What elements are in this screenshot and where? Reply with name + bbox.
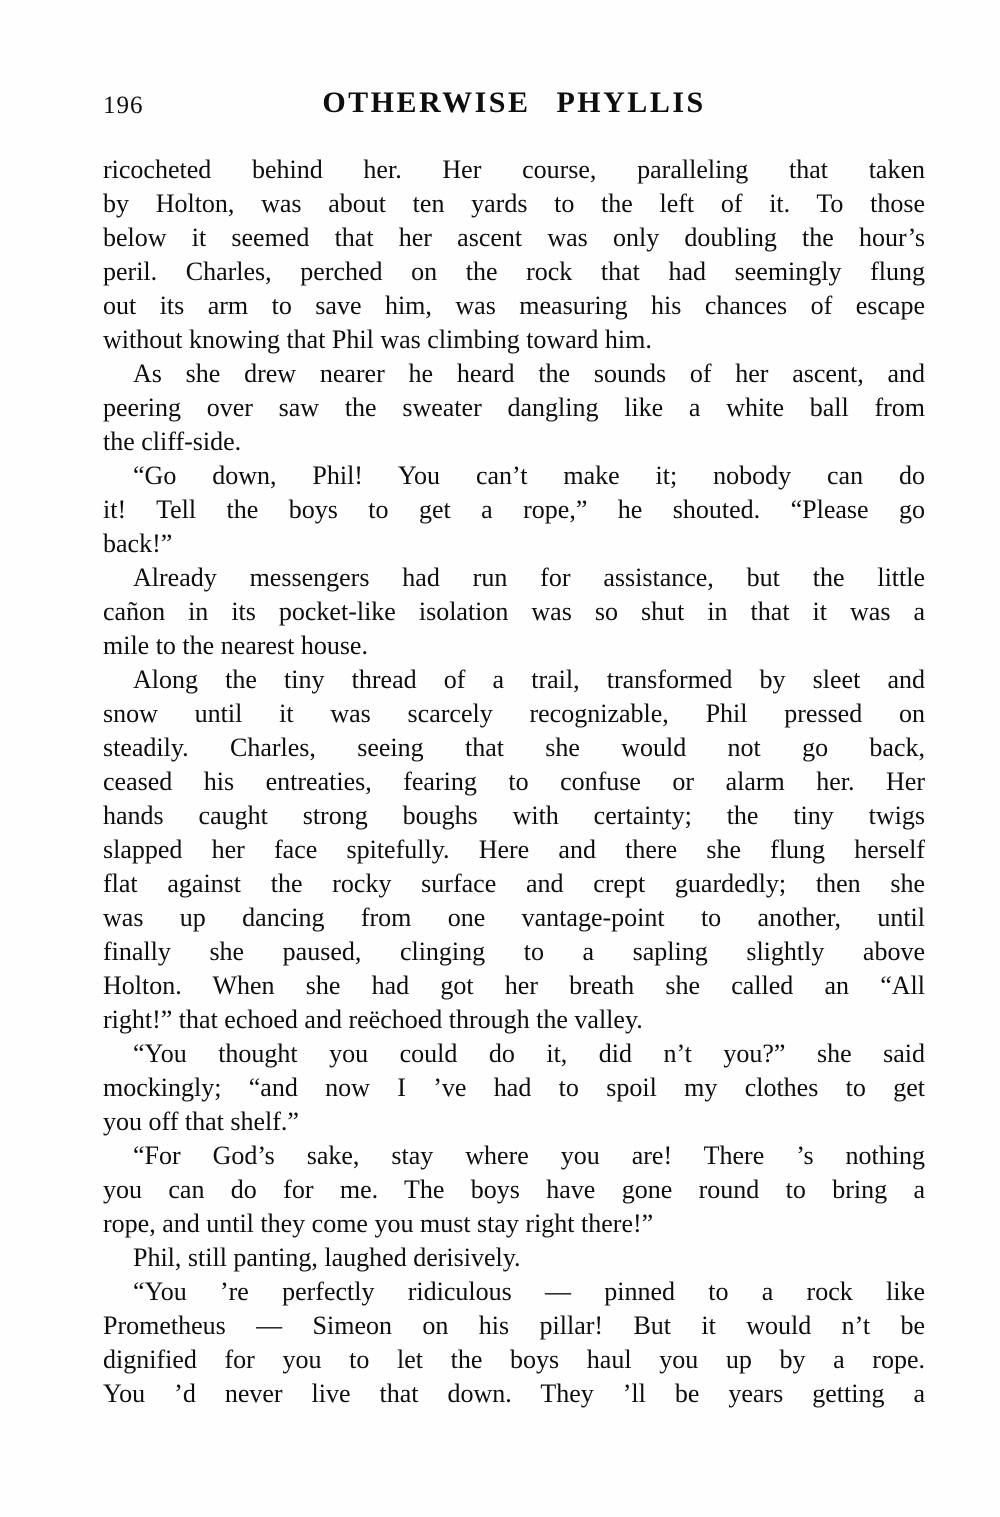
text-line: “You ’re perfectly ridiculous — pinned to a rock like xyxy=(133,1277,925,1306)
text-line: “You thought you could do it, did n’t you?” she said xyxy=(133,1039,925,1068)
paragraph xyxy=(103,663,925,1037)
text-line: hands caught strong boughs with certainty; the tiny twigs xyxy=(103,801,925,830)
text-column xyxy=(103,86,925,1411)
text-line: peril. Charles, perched on the rock that had seemingly flung xyxy=(103,257,925,286)
text-line: “Go down, Phil! You can’t make it; nobody can do xyxy=(133,461,925,490)
text-line: ceased his entreaties, fearing to confuse or alarm her. Her xyxy=(103,767,925,796)
text-line: Already messengers had run for assistance, but the little xyxy=(133,563,925,592)
paragraph xyxy=(103,1139,925,1241)
text-line: rope, and until they come you must stay right there!” xyxy=(103,1209,654,1238)
text-line: back!” xyxy=(103,529,173,558)
paragraph xyxy=(103,1275,925,1411)
text-line: below it seemed that her ascent was only doubling the hour’s xyxy=(103,223,925,252)
text-line: ricocheted behind her. Her course, paralleling that taken xyxy=(103,155,925,184)
text-line: you off that shelf.” xyxy=(103,1107,299,1136)
page-number: 196 xyxy=(103,92,144,119)
text-line: mile to the nearest house. xyxy=(103,631,368,660)
text-line: slapped her face spitefully. Here and there she flung herself xyxy=(103,835,925,864)
text-line: steadily. Charles, seeing that she would not go back, xyxy=(103,733,925,762)
paragraph xyxy=(103,357,925,459)
paragraph xyxy=(103,1037,925,1139)
text-line: without knowing that Phil was climbing toward him. xyxy=(103,325,652,354)
text-line: out its arm to save him, was measuring his chances of escape xyxy=(103,291,925,320)
text-line: Holton. When she had got her breath she called an “All xyxy=(103,971,925,1000)
text-line: Phil, still panting, laughed derisively. xyxy=(133,1243,521,1272)
body-text xyxy=(103,153,925,1411)
text-line: Prometheus — Simeon on his pillar! But it would n’t be xyxy=(103,1311,925,1340)
paragraph xyxy=(103,1241,925,1275)
text-line: by Holton, was about ten yards to the left of it. To those xyxy=(103,189,925,218)
text-line: As she drew nearer he heard the sounds of her ascent, and xyxy=(133,359,925,388)
text-line: dignified for you to let the boys haul you up by a rope. xyxy=(103,1345,925,1374)
paragraph xyxy=(103,459,925,561)
text-line: finally she paused, clinging to a sapling slightly above xyxy=(103,937,925,966)
paragraph xyxy=(103,153,925,357)
text-line: flat against the rocky surface and crept guardedly; then she xyxy=(103,869,925,898)
text-line: snow until it was scarcely recognizable, Phil pressed on xyxy=(103,699,925,728)
text-line: right!” that echoed and reëchoed through the valley. xyxy=(103,1005,643,1034)
text-line: mockingly; “and now I ’ve had to spoil my clothes to get xyxy=(103,1073,925,1102)
running-title: OTHERWISE PHYLLIS xyxy=(322,86,706,119)
text-line: cañon in its pocket-like isolation was so shut in that it was a xyxy=(103,597,925,626)
paragraph xyxy=(103,561,925,663)
text-line: Along the tiny thread of a trail, transformed by sleet and xyxy=(133,665,925,694)
text-line: was up dancing from one vantage-point to another, until xyxy=(103,903,925,932)
text-line: “For God’s sake, stay where you are! There ’s nothing xyxy=(133,1141,925,1170)
page-header xyxy=(103,86,925,128)
text-line: the cliff-side. xyxy=(103,427,242,456)
text-line: you can do for me. The boys have gone round to bring a xyxy=(103,1175,925,1204)
text-line: peering over saw the sweater dangling like a white ball from xyxy=(103,393,925,422)
text-line: You ’d never live that down. They ’ll be years getting a xyxy=(103,1379,925,1408)
text-line: it! Tell the boys to get a rope,” he shouted. “Please go xyxy=(103,495,925,524)
